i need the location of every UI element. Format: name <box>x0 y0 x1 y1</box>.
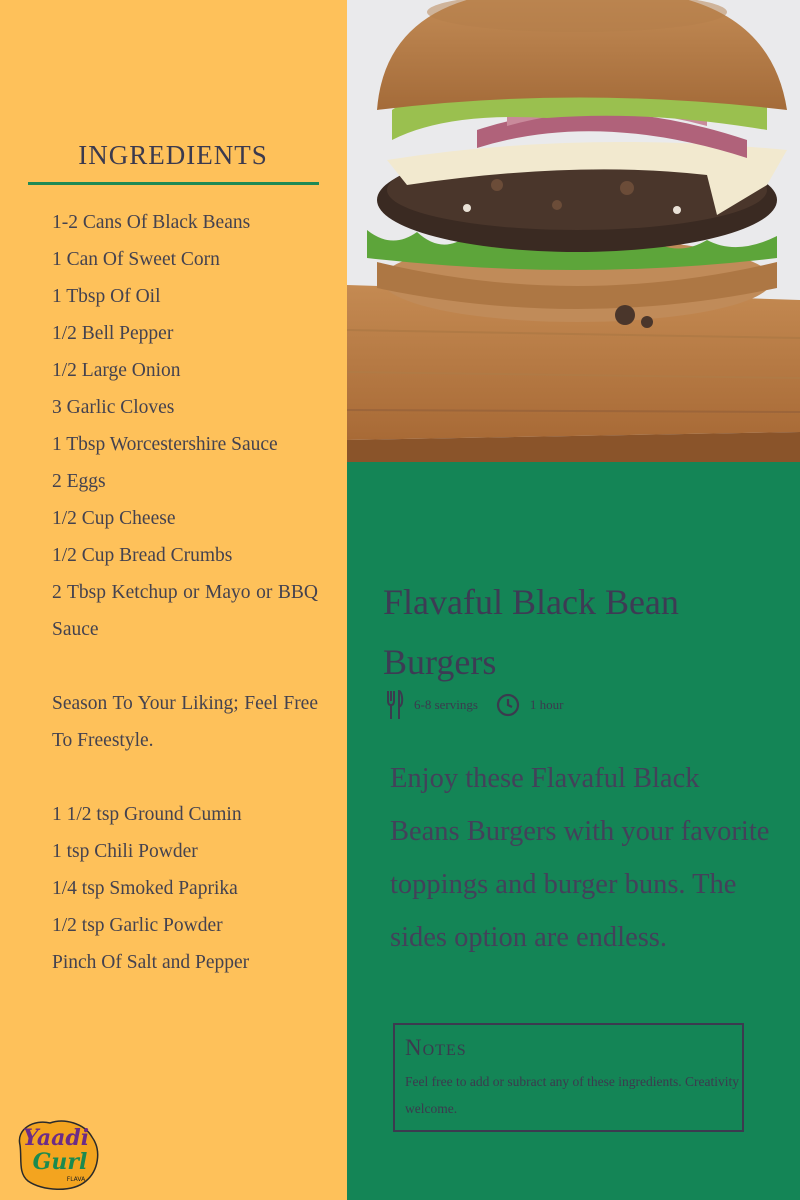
ingredients-list <box>52 204 318 981</box>
spice-item: 1 1/2 tsp Ground Cumin <box>52 804 242 825</box>
spice-item: 1/2 tsp Garlic Powder <box>52 915 223 936</box>
ingredient-item: 1/2 Cup Cheese <box>52 508 176 529</box>
spacer <box>52 648 318 685</box>
ingredient-item: 3 Garlic Cloves <box>52 397 175 418</box>
recipe-title: Flavaful Black Bean Burgers <box>383 582 679 682</box>
ingredient-item: 2 Tbsp Ketchup or Mayo or BBQ Sauce <box>52 582 318 640</box>
recipe-description: Enjoy these Flavaful Black Beans Burgers with your favorite toppings and burger buns. The sides option are endless. <box>390 763 770 953</box>
fork-knife-icon <box>386 689 404 721</box>
ingredient-item: 1-2 Cans Of Black Beans <box>52 212 251 233</box>
ingredient-item: 1/2 Large Onion <box>52 360 181 381</box>
ingredients-divider <box>28 182 319 185</box>
spice-item: Pinch Of Salt and Pepper <box>52 952 250 973</box>
season-note: Season To Your Liking; Feel Free To Freestyle. <box>52 693 318 751</box>
notes-text: Feel free to add or subract any of these ingredients. Creativity welcome. <box>405 1074 740 1116</box>
time-label: 1 hour <box>529 697 564 712</box>
recipe-meta <box>386 688 564 722</box>
ingredient-item: 1/2 Bell Pepper <box>52 323 174 344</box>
spacer <box>52 759 318 796</box>
burger-photo <box>347 0 800 462</box>
ingredient-item: 1/2 Cup Bread Crumbs <box>52 545 233 566</box>
logo-text-line1: Yaadi <box>22 1125 90 1151</box>
brand-logo <box>12 1115 102 1193</box>
ingredients-title: INGREDIENTS <box>78 140 268 170</box>
ingredient-item: 1 Tbsp Worcestershire Sauce <box>52 434 278 455</box>
servings-label: 6-8 servings <box>414 697 478 712</box>
ingredient-item: 2 Eggs <box>52 471 106 492</box>
ingredients-panel <box>0 0 347 1200</box>
notes-title: Notes <box>405 1035 467 1060</box>
burger-illustration <box>347 0 800 462</box>
logo-text-line3: FLAVA <box>66 1176 86 1183</box>
spice-item: 1 tsp Chili Powder <box>52 841 198 862</box>
logo-text-line2: Gurl <box>32 1149 88 1175</box>
clock-icon <box>496 693 520 717</box>
spice-item: 1/4 tsp Smoked Paprika <box>52 878 238 899</box>
ingredient-item: 1 Tbsp Of Oil <box>52 286 161 307</box>
ingredient-item: 1 Can Of Sweet Corn <box>52 249 220 270</box>
notes-box <box>393 1023 744 1132</box>
